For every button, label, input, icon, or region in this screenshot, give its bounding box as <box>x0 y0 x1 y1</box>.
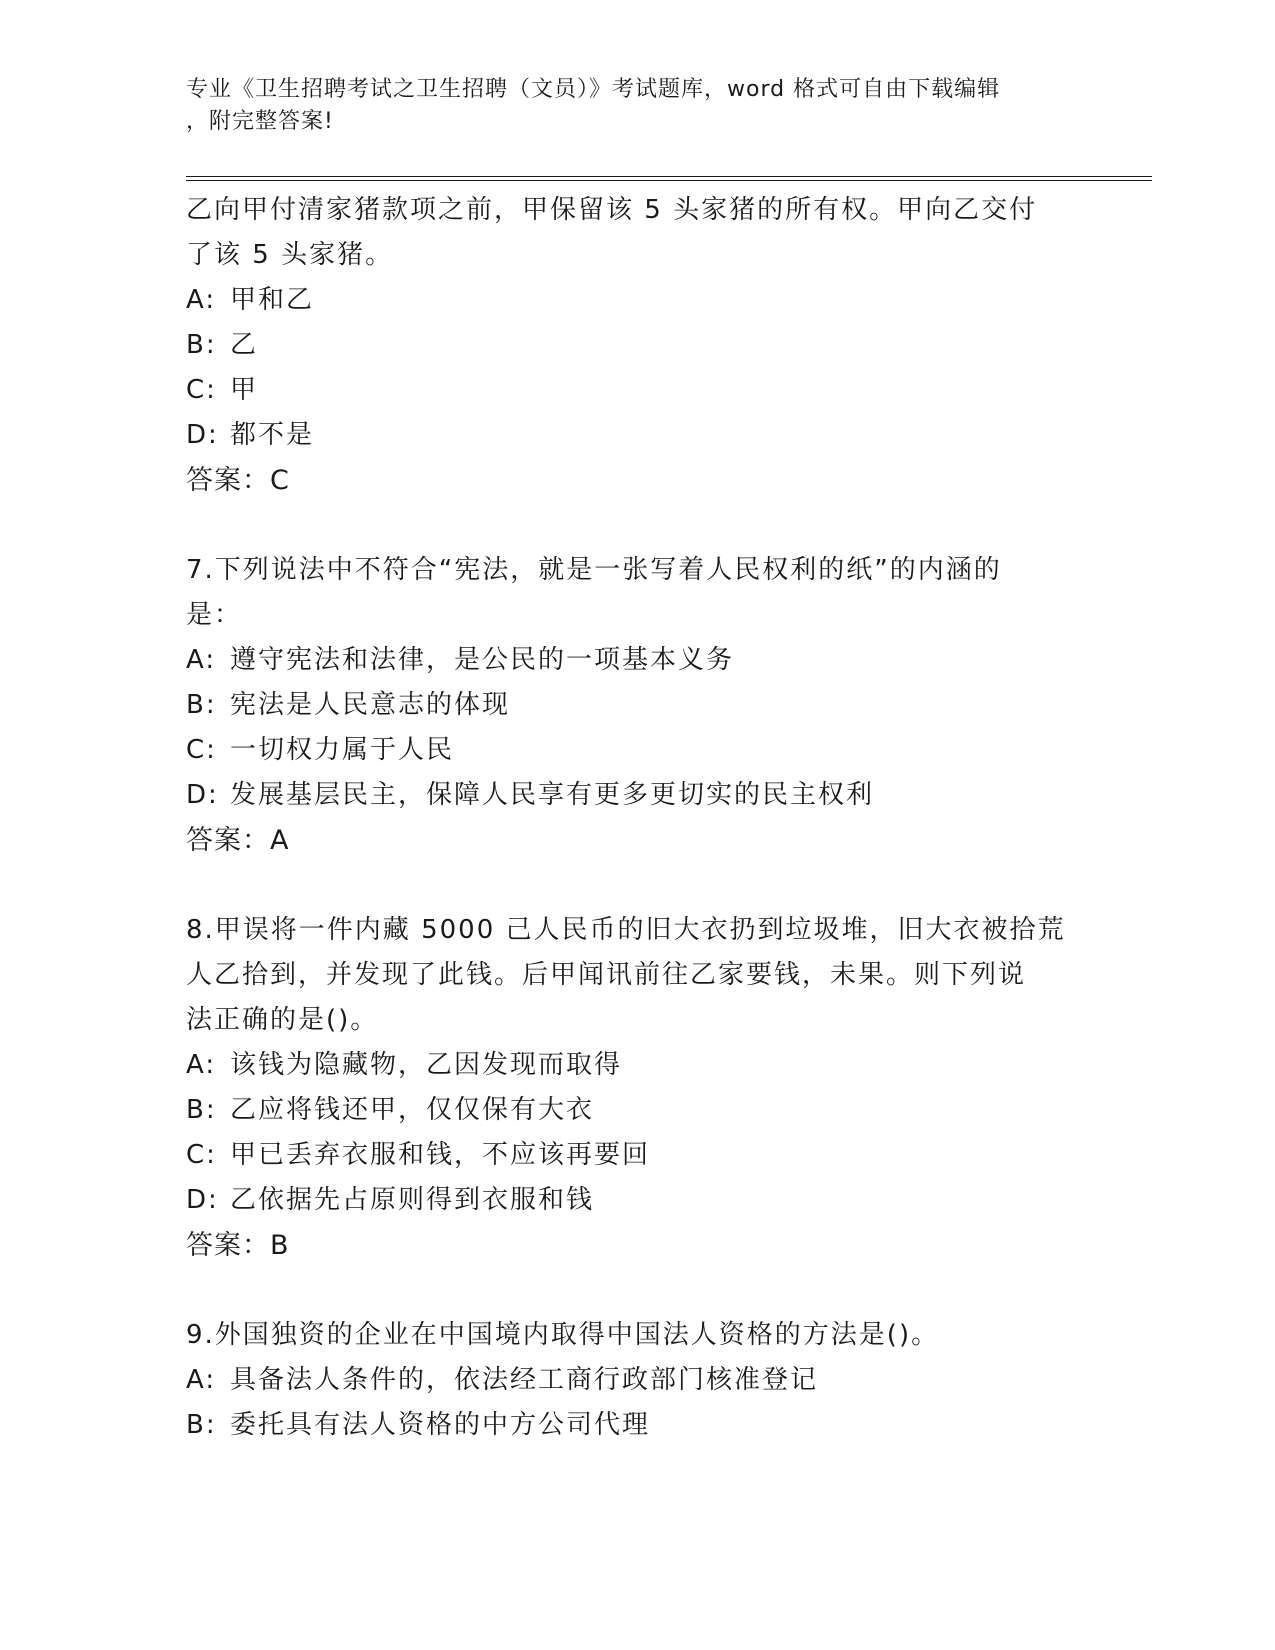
option-a <box>186 1043 1086 1088</box>
option-b <box>186 1403 1086 1448</box>
option-c <box>186 728 1086 773</box>
option-text: 发展基层民主，保障人民享有更多更切实的民主权利 <box>230 780 875 810</box>
option-letter: A: <box>186 1365 217 1395</box>
option-letter: D: <box>186 780 219 810</box>
option-a <box>186 638 1086 683</box>
option-text: 该钱为隐藏物，乙因发现而取得 <box>230 1050 623 1080</box>
option-letter: D: <box>186 420 219 450</box>
option-b <box>186 1088 1086 1133</box>
option-text: 乙依据先占原则得到衣服和钱 <box>230 1185 595 1215</box>
option-text: 宪法是人民意志的体现 <box>230 690 511 720</box>
option-text: 乙 <box>230 330 259 360</box>
option-text: 都不是 <box>230 420 315 450</box>
option-letter: B: <box>186 1095 217 1125</box>
option-text: 甲已丢弃衣服和钱，不应该再要回 <box>230 1140 651 1170</box>
option-letter: A: <box>186 645 217 675</box>
option-letter: C: <box>186 1140 217 1170</box>
option-letter: A: <box>186 285 217 315</box>
question-text-line: 8.甲误将一件内藏 5000 己人民币的旧大衣扔到垃圾堆，旧大衣被拾荒 <box>186 915 1066 945</box>
option-letter: B: <box>186 1410 217 1440</box>
spacer <box>186 1268 1086 1313</box>
header-line-1: 专业《卫生招聘考试之卫生招聘（文员）》考试题库，word 格式可自由下载编辑 <box>186 77 1001 102</box>
option-letter: B: <box>186 690 217 720</box>
option-text: 委托具有法人资格的中方公司代理 <box>230 1410 651 1440</box>
option-text: 遵守宪法和法律，是公民的一项基本义务 <box>230 645 735 675</box>
option-text: 具备法人条件的，依法经工商行政部门核准登记 <box>230 1365 819 1395</box>
spacer <box>186 503 1086 548</box>
spacer <box>186 863 1086 908</box>
question-text-line: 是： <box>186 600 243 630</box>
option-a <box>186 278 1086 323</box>
question-8 <box>186 908 1086 1268</box>
option-c <box>186 1133 1086 1178</box>
option-text: 一切权力属于人民 <box>230 735 455 765</box>
page-header <box>186 74 1066 138</box>
option-text: 乙应将钱还甲，仅仅保有大衣 <box>230 1095 595 1125</box>
question-9 <box>186 1313 1086 1448</box>
question-text-line: 了该 5 头家猪。 <box>186 240 394 270</box>
option-c <box>186 368 1086 413</box>
option-b <box>186 323 1086 368</box>
question-text-line: 7.下列说法中不符合“宪法，就是一张写着人民权利的纸”的内涵的 <box>186 555 1002 585</box>
answer-line: 答案：A <box>186 825 290 856</box>
option-text: 甲和乙 <box>230 285 315 315</box>
question-7 <box>186 548 1086 863</box>
option-d <box>186 773 1086 818</box>
answer-line: 答案：C <box>186 465 290 496</box>
option-a <box>186 1358 1086 1403</box>
question-6 <box>186 188 1086 503</box>
question-text-line: 9.外国独资的企业在中国境内取得中国法人资格的方法是()。 <box>186 1320 940 1350</box>
option-letter: C: <box>186 375 217 405</box>
option-letter: B: <box>186 330 217 360</box>
option-letter: D: <box>186 1185 219 1215</box>
answer-line: 答案：B <box>186 1230 290 1261</box>
option-b <box>186 683 1086 728</box>
option-d <box>186 1178 1086 1223</box>
option-d <box>186 413 1086 458</box>
option-letter: A: <box>186 1050 217 1080</box>
option-letter: C: <box>186 735 217 765</box>
option-text: 甲 <box>230 375 259 405</box>
question-text-line: 法正确的是()。 <box>186 1005 379 1035</box>
header-line-2: ，附完整答案! <box>186 109 334 134</box>
question-text-line: 乙向甲付清家猪款项之前，甲保留该 5 头家猪的所有权。甲向乙交付 <box>186 195 1038 225</box>
question-list <box>186 188 1086 1448</box>
question-text-line: 人乙拾到，并发现了此钱。后甲闻讯前往乙家要钱，未果。则下列说 <box>186 960 1027 990</box>
header-divider <box>186 176 1152 181</box>
